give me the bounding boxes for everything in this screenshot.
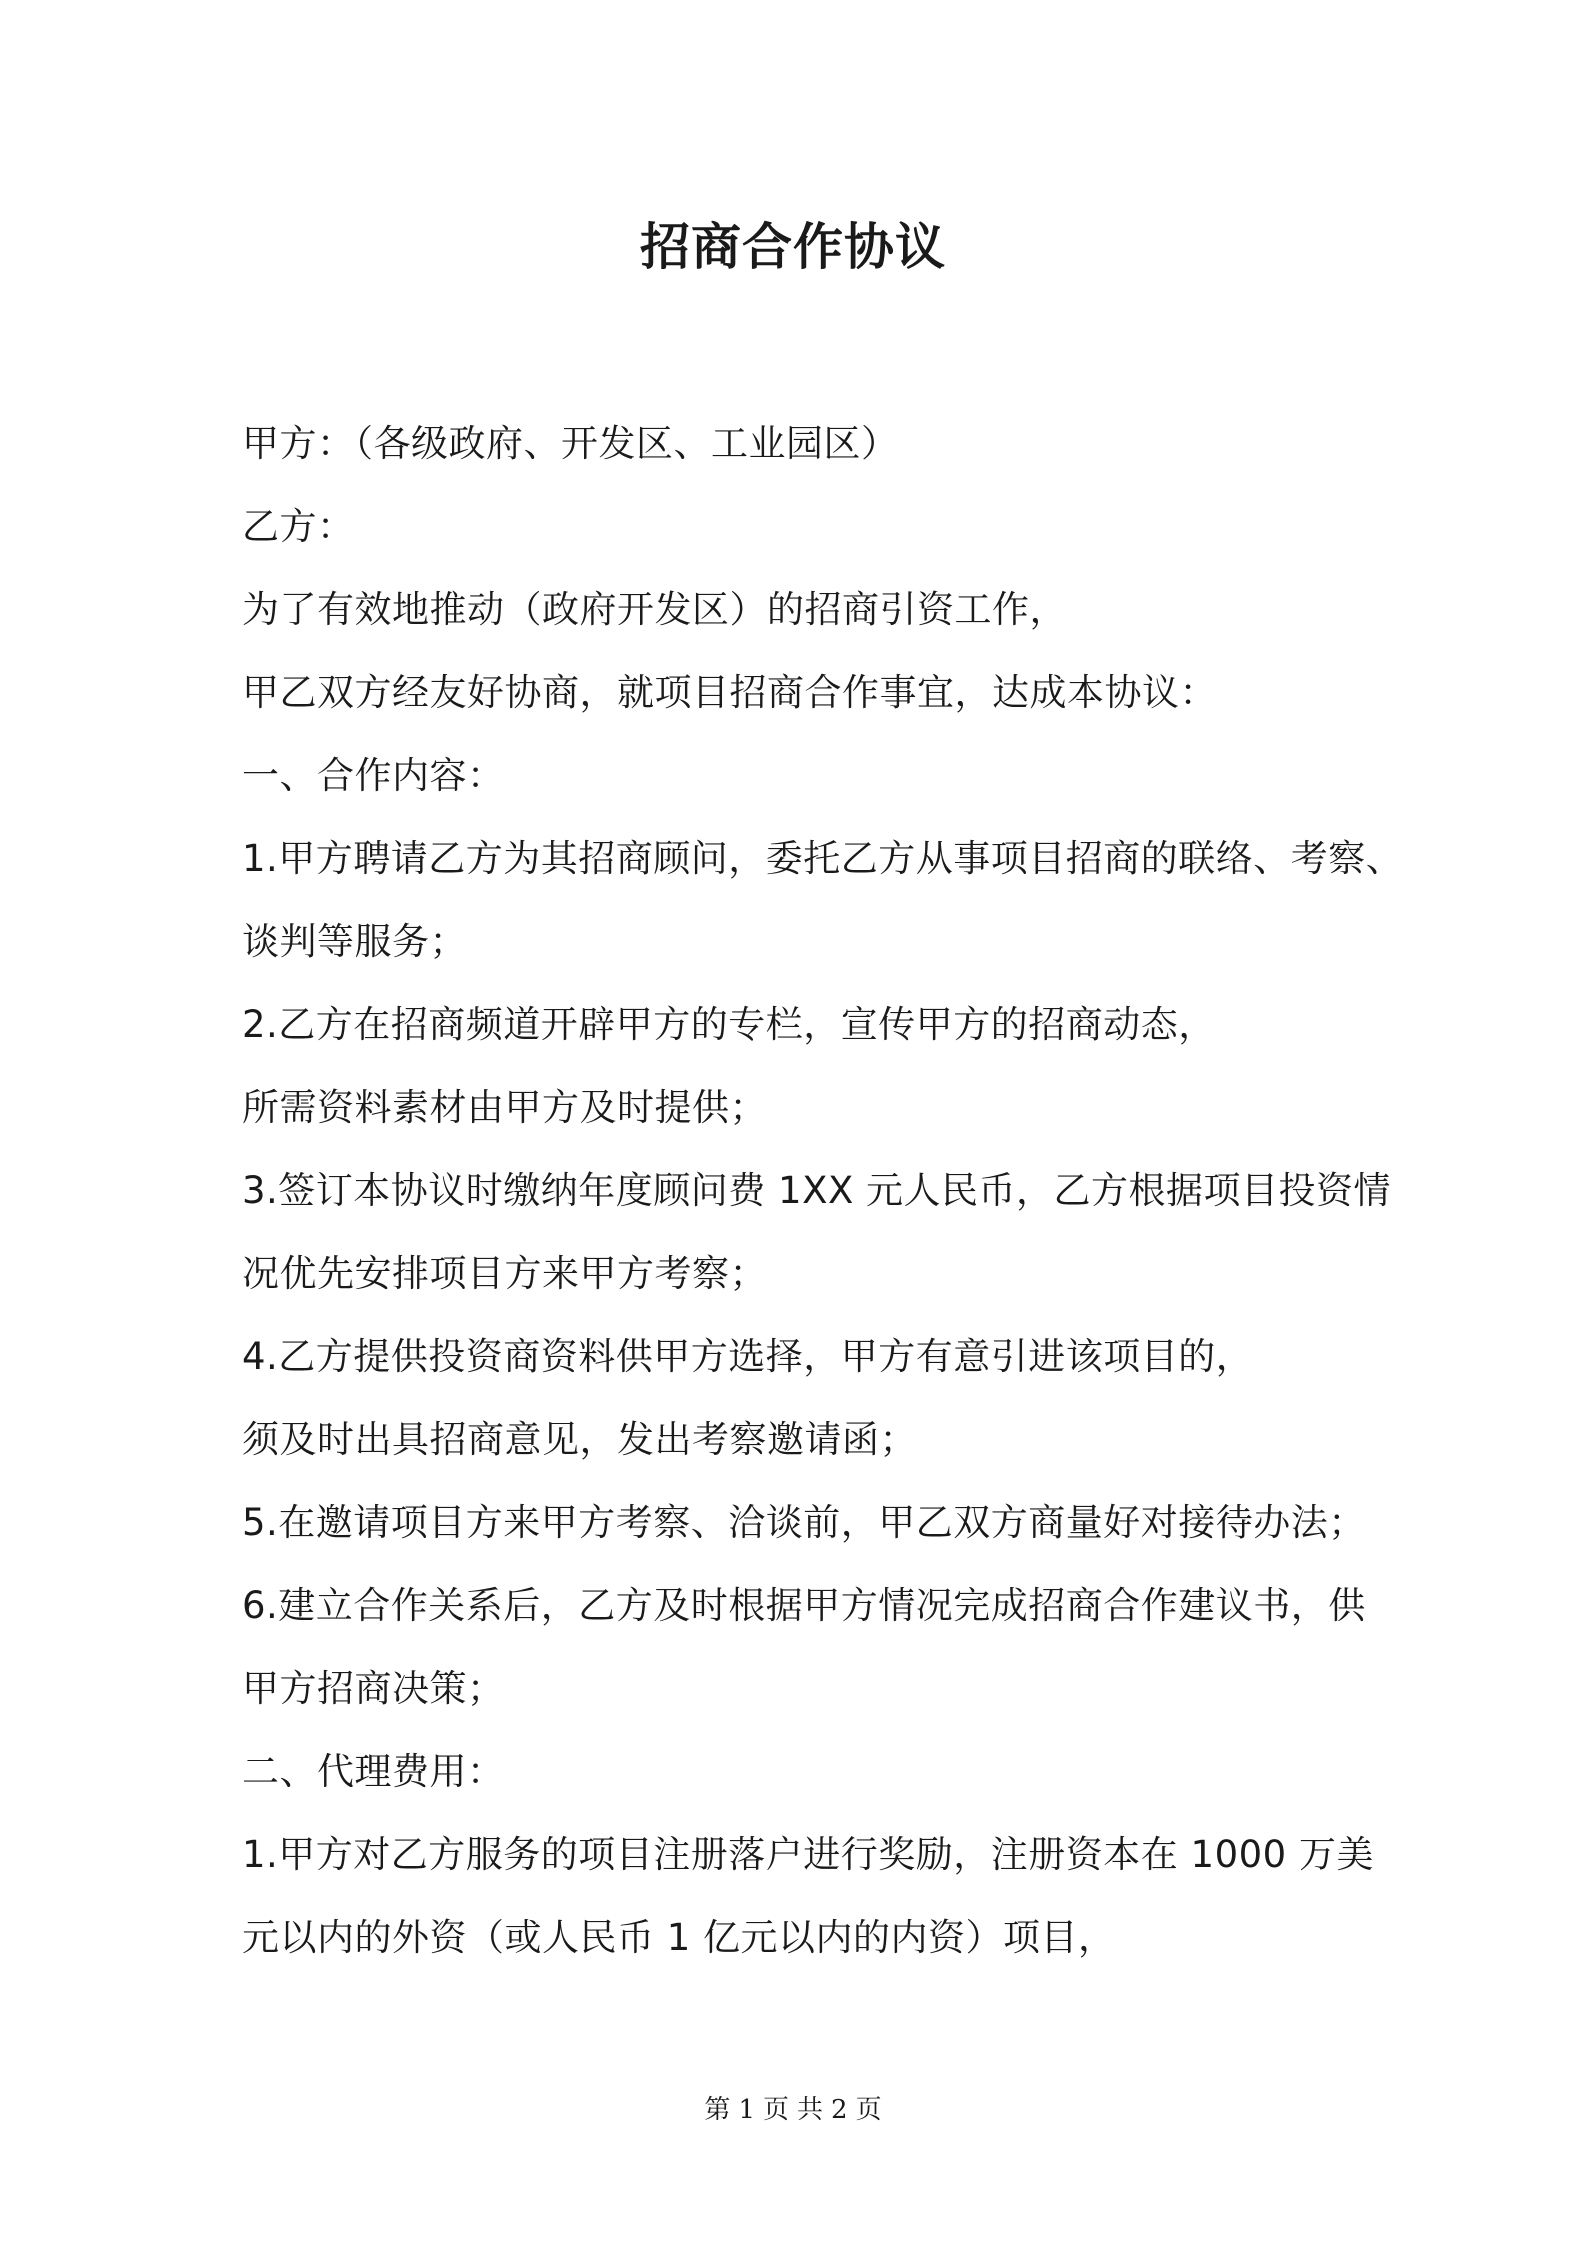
footer-total-prefix: 共 [797, 2095, 824, 2125]
footer-total-label: 页 [855, 2095, 882, 2125]
footer-total-pages: 2 [831, 2095, 848, 2125]
page-footer [0, 2092, 1586, 2128]
body-line: 1.甲方对乙方服务的项目注册落户进行奖励，注册资本在 1000 万美 [242, 1833, 1374, 1876]
body-line: 为了有效地推动（政府开发区）的招商引资工作， [242, 588, 1067, 631]
footer-page-label: 页 [762, 2095, 789, 2125]
body-line: 况优先安排项目方来甲方考察； [242, 1252, 767, 1295]
body-line: 5.在邀请项目方来甲方考察、洽谈前，甲乙双方商量好对接待办法； [242, 1501, 1366, 1544]
footer-current-page: 1 [738, 2095, 755, 2125]
body-line: 甲方招商决策； [242, 1667, 505, 1710]
body-line: 1.甲方聘请乙方为其招商顾问，委托乙方从事项目招商的联络、考察、 [242, 837, 1404, 880]
section-heading: 二、代理费用： [242, 1750, 505, 1793]
body-line: 所需资料素材由甲方及时提供； [242, 1086, 767, 1129]
body-line: 6.建立合作关系后，乙方及时根据甲方情况完成招商合作建议书，供 [242, 1584, 1366, 1627]
body-line: 3.签订本协议时缴纳年度顾问费 1XX 元人民币，乙方根据项目投资情 [242, 1169, 1392, 1212]
document-title: 招商合作协议 [640, 218, 946, 276]
party-b-line: 乙方： [242, 505, 355, 548]
document-body [242, 402, 1404, 1979]
body-line: 2.乙方在招商频道开辟甲方的专栏，宣传甲方的招商动态， [242, 1003, 1216, 1046]
footer-page-prefix: 第 [704, 2095, 731, 2125]
section-heading: 一、合作内容： [242, 754, 505, 797]
party-a-line: 甲方：（各级政府、开发区、工业园区） [242, 422, 899, 465]
body-line: 元以内的外资（或人民币 1 亿元以内的内资）项目， [242, 1916, 1116, 1959]
body-line: 谈判等服务； [242, 920, 467, 963]
body-line: 须及时出具招商意见，发出考察邀请函； [242, 1418, 917, 1461]
body-line: 甲乙双方经友好协商，就项目招商合作事宜，达成本协议： [242, 671, 1217, 714]
body-line: 4.乙方提供投资商资料供甲方选择，甲方有意引进该项目的， [242, 1335, 1254, 1378]
